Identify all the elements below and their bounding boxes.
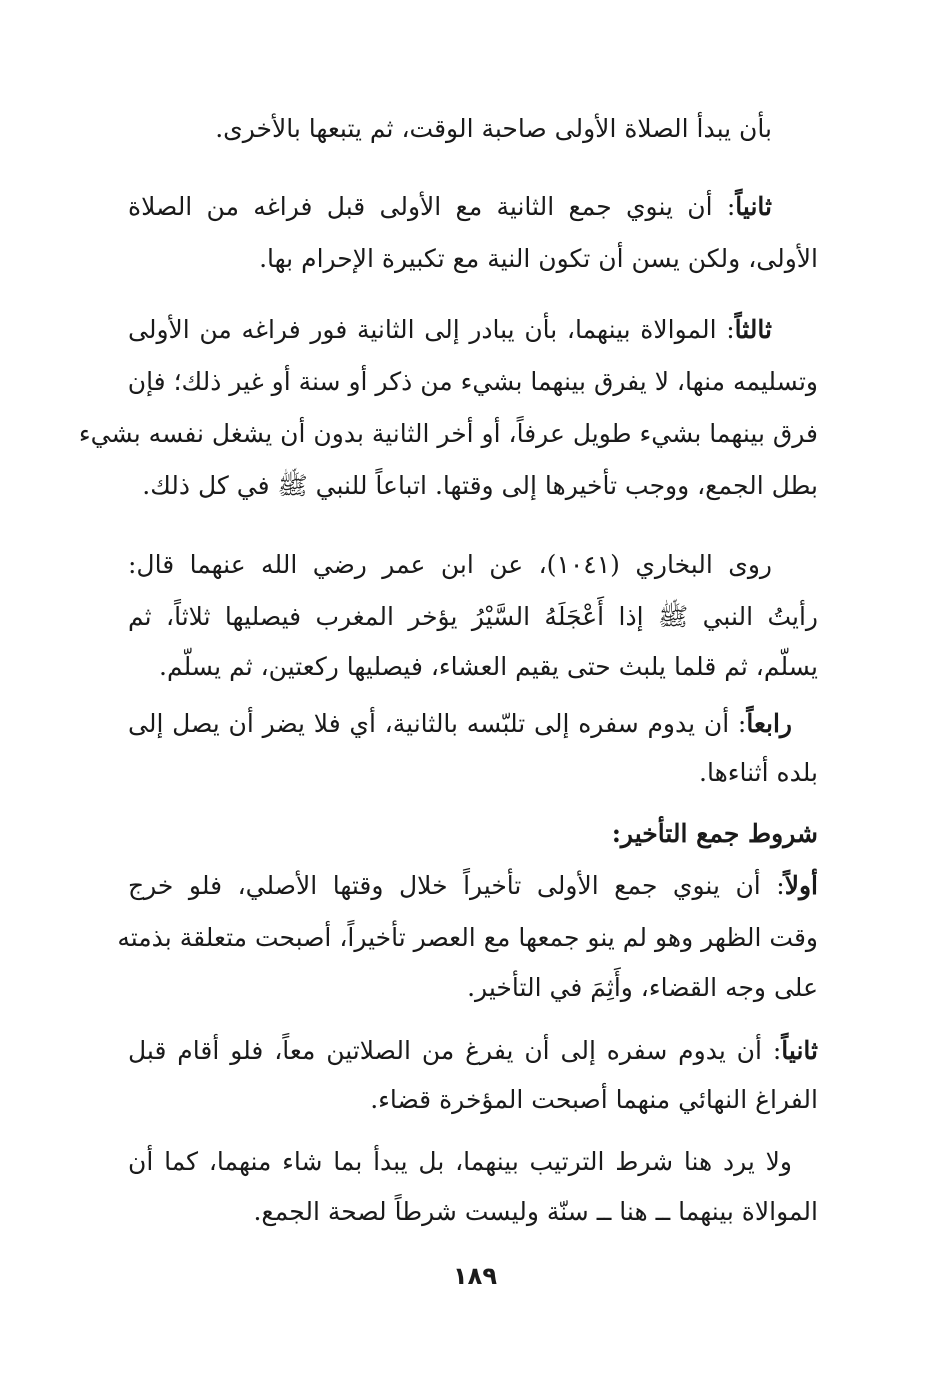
section-heading: شروط جمع التأخير: [611, 819, 818, 848]
text-line: رابعاً: أن يدوم سفره إلى تلبّسه بالثانية، أي فلا يضر أن يصل إلى [128, 709, 792, 738]
text-line: بطل الجمع، ووجب تأخيرها إلى وقتها. اتباعاً للنبي ﷺ في كل ذلك. [142, 471, 818, 500]
item-label: ثالثاً [734, 315, 772, 344]
text-line: روى البخاري (١٠٤١)، عن ابن عمر رضي الله عنهما قال: [128, 550, 772, 579]
text-line: وتسليمه منها، لا يفرق بينهما بشيء من ذكر أو سنة أو غير ذلك؛ فإن [127, 367, 818, 396]
text-line: على وجه القضاء، وأَثِمَ في التأخير. [467, 973, 818, 1002]
text-line: أولاً: أن ينوي جمع الأولى تأخيراً خلال وقتها الأصلي، فلو خرج [128, 871, 818, 900]
text-line: بلده أثناءها. [699, 758, 818, 787]
text-line: بأن يبدأ الصلاة الأولى صاحبة الوقت، ثم يتبعها بالأخرى. [215, 114, 772, 143]
item-label: أولاً [784, 871, 818, 900]
text-line: ولا يرد هنا شرط الترتيب بينهما، بل يبدأ بما شاء منهما، كما أن [128, 1147, 792, 1176]
text-line: وقت الظهر وهو لم ينو جمعها مع العصر تأخيراً، أصبحت متعلقة بذمته [117, 923, 818, 952]
text-line: ثالثاً: الموالاة بينهما، بأن يبادر إلى الثانية فور فراغه من الأولى [128, 315, 772, 344]
text-line: الفراغ النهائي منهما أصبحت المؤخرة قضاء. [370, 1085, 818, 1114]
item-label: ثانياً [781, 1036, 818, 1065]
text-line: الموالاة بينهما ــ هنا ــ سنّة وليست شرطاً لصحة الجمع. [253, 1197, 818, 1226]
item-label: رابعاً [746, 709, 792, 738]
text-line: فرق بينهما بشيء طويل عرفاً، أو أخر الثانية بدون أن يشغل نفسه بشيء [78, 419, 818, 448]
item-label: ثانياً [735, 192, 772, 221]
text-line: ثانياً: أن يدوم سفره إلى أن يفرغ من الصلاتين معاً، فلو أقام قبل [128, 1036, 818, 1065]
page-number: ١٨٩ [453, 1262, 497, 1290]
text-line: يسلّم، ثم قلما يلبث حتى يقيم العشاء، فيصليها ركعتين، ثم يسلّم. [159, 652, 818, 681]
text-line: ثانياً: أن ينوي جمع الثانية مع الأولى قبل فراغه من الصلاة [128, 192, 772, 221]
text-line: الأولى، ولكن يسن أن تكون النية مع تكبيرة الإحرام بها. [259, 244, 818, 273]
text-line: رأيتُ النبي ﷺ إذا أَعْجَلَهُ السَّيْرُ يؤخر المغرب فيصليها ثلاثاً، ثم [128, 602, 818, 631]
